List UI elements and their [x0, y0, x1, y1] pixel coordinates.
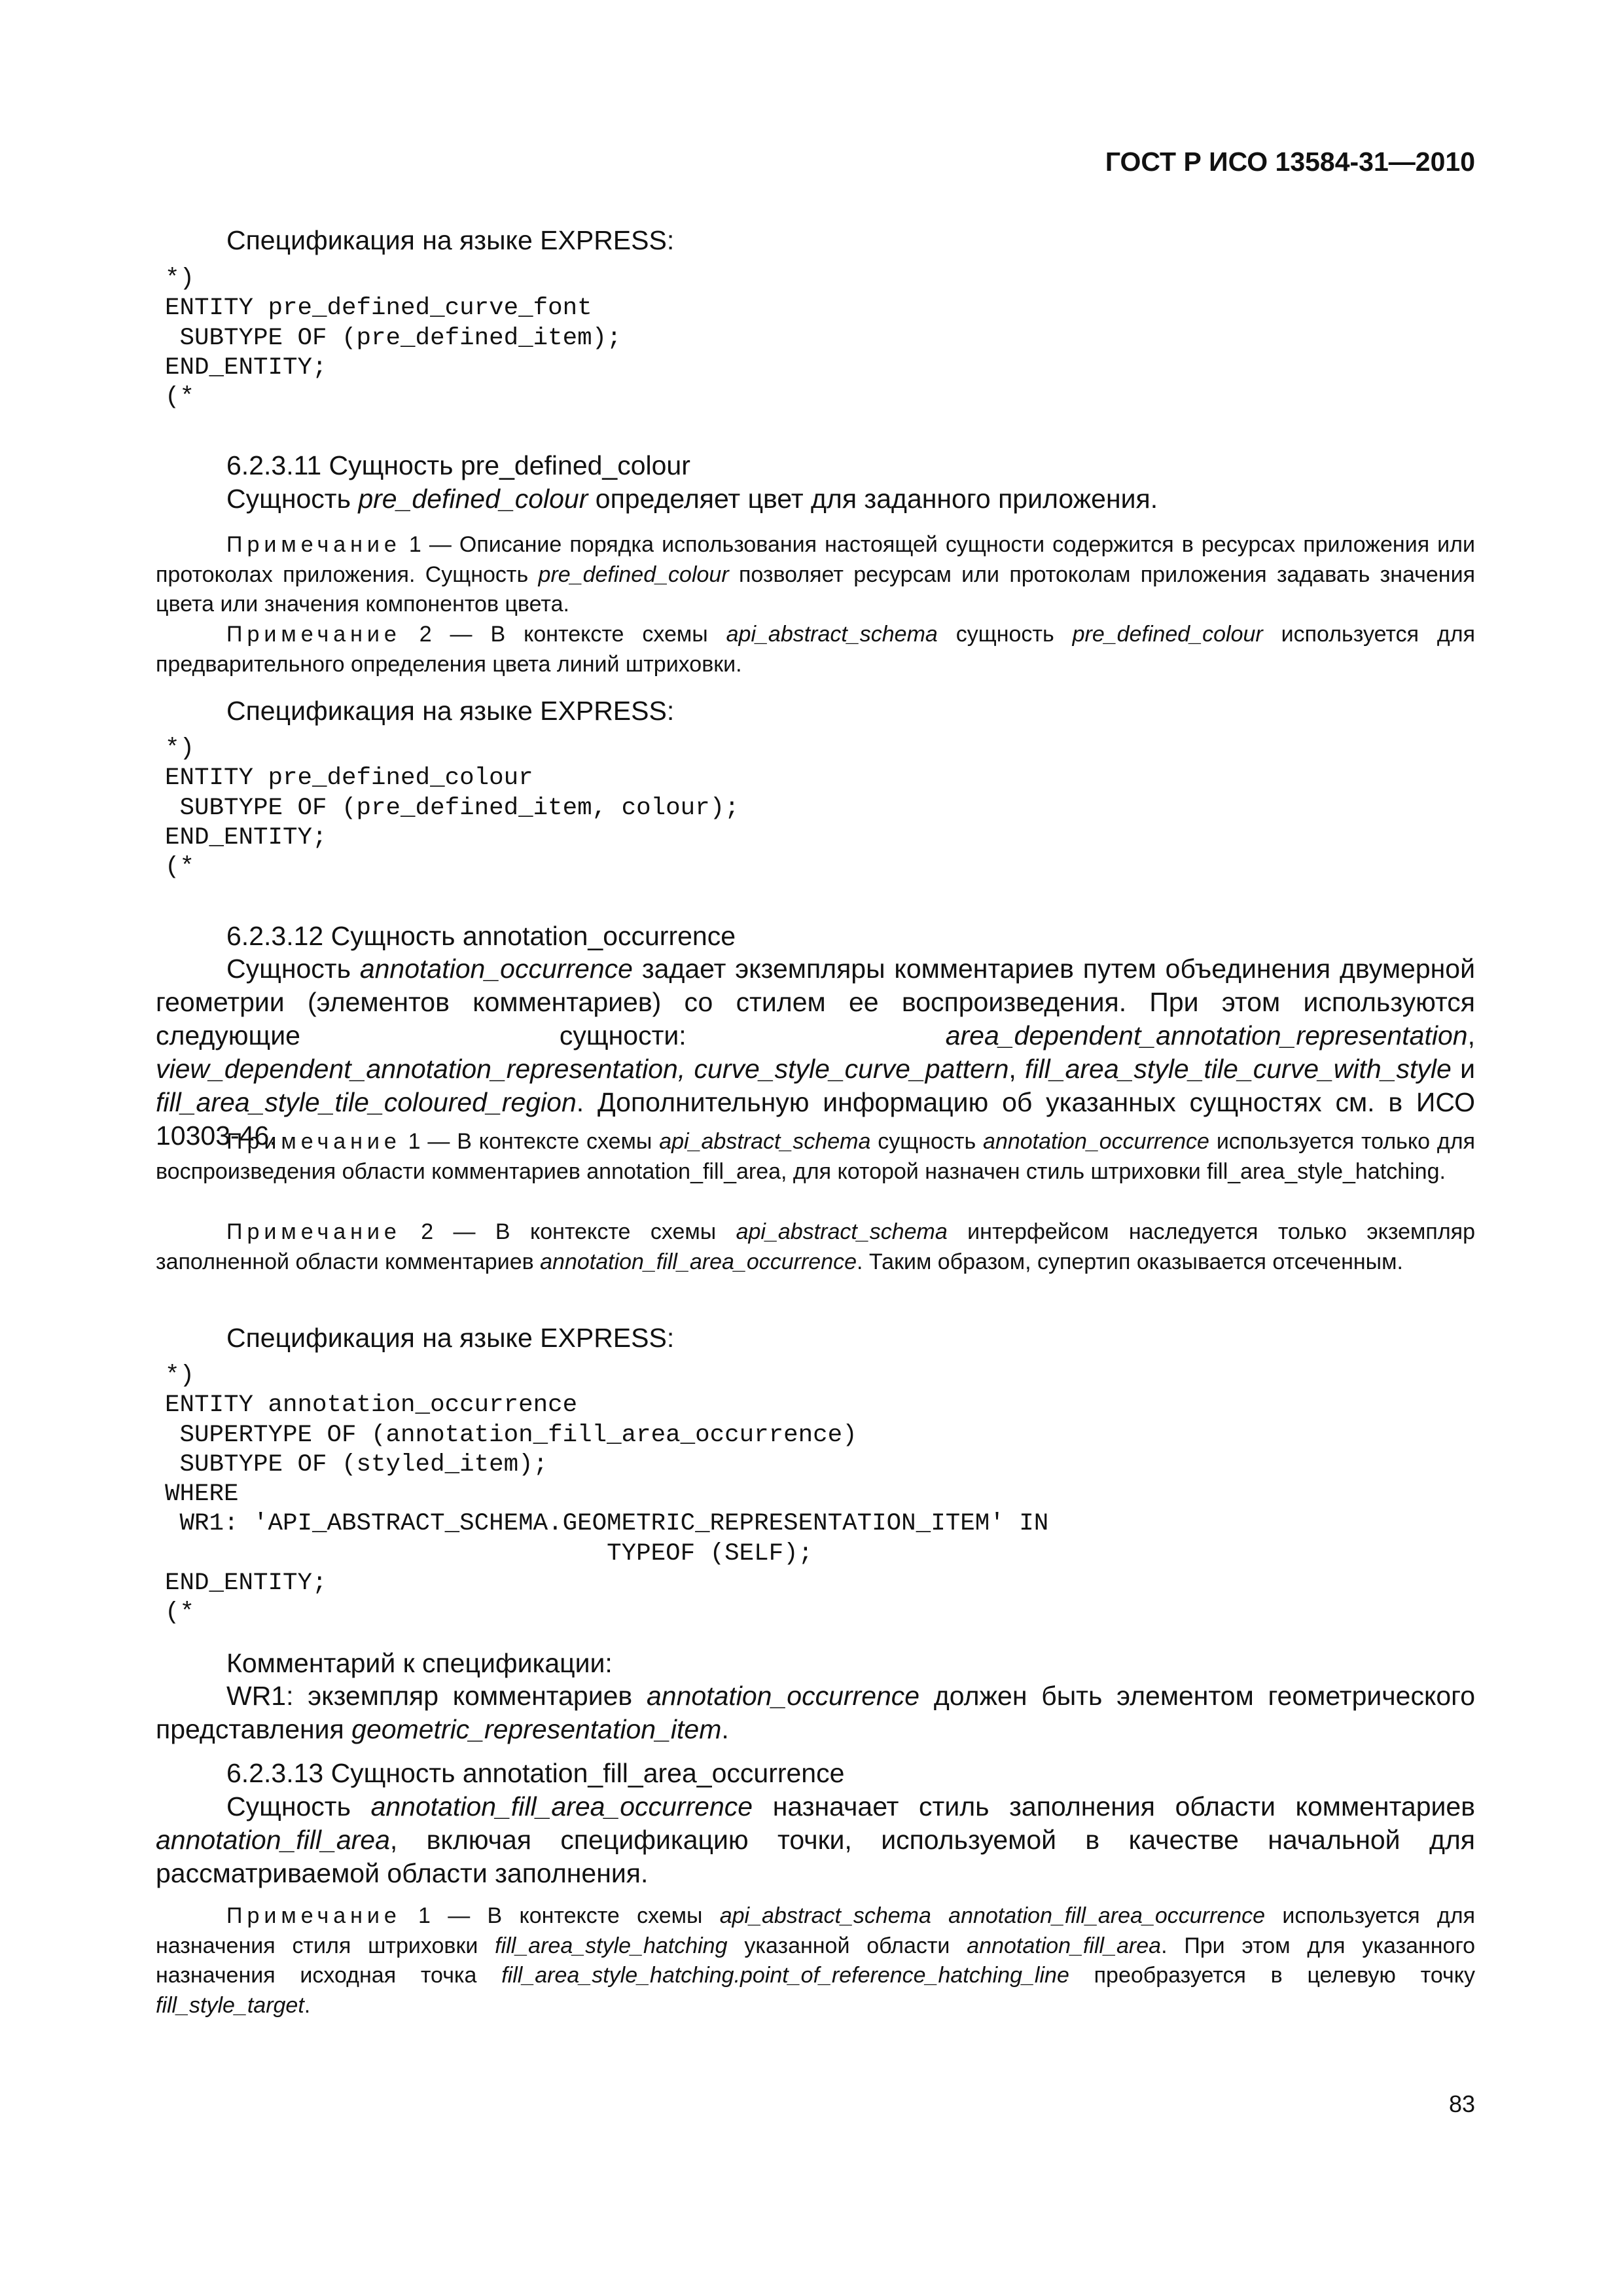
note: Примечание 1 — В контексте схемы api_abstract_schema сущность annotation_occurrence используется только для воспроизведения области комментариев annotation_fill_area, для которой назначен стиль штриховки fill_area_style_hatching. — [156, 1129, 1475, 1184]
section-title: 6.2.3.12 Сущность annotation_occurrence — [226, 921, 736, 951]
paragraph: Сущность pre_defined_colour определяет цвет для заданного приложения. — [226, 484, 1158, 514]
section-title: 6.2.3.11 Сущность pre_defined_colour — [226, 450, 690, 480]
spec-heading: Спецификация на языке EXPRESS: — [226, 696, 675, 726]
document-header: ГОСТ Р ИСО 13584-31—2010 — [1105, 147, 1475, 177]
code-block: *) ENTITY pre_defined_curve_font SUBTYPE OF (pre_defined_item); END_ENTITY; (* — [165, 265, 622, 412]
spec-heading: Спецификация на языке EXPRESS: — [226, 1323, 675, 1353]
paragraph: WR1: экземпляр комментариев annotation_occurrence должен быть элементом геометрического представления geometric_representation_item. — [156, 1681, 1475, 1744]
paragraph: Сущность annotation_fill_area_occurrence назначает стиль заполнения области комментариев annotation_fill_area, включая спецификацию точки, используемой в качестве начальной для рассматриваемой области заполнения. — [156, 1791, 1475, 1888]
note: Примечание 1 — Описание порядка использования настоящей сущности содержится в ресурсах приложения или протоколах приложения. Сущность pre_defined_colour позволяет ресурсам или протоколам приложения задавать значения цвета или значения компонентов цвета. — [156, 532, 1475, 617]
note: Примечание 2 — В контексте схемы api_abstract_schema сущность pre_defined_colour используется для предварительного определения цвета линий штриховки. — [156, 622, 1475, 677]
section-title: 6.2.3.13 Сущность annotation_fill_area_occurrence — [226, 1758, 845, 1788]
code-block: *) ENTITY pre_defined_colour SUBTYPE OF (pre_defined_item, colour); END_ENTITY; (* — [165, 735, 740, 882]
code-block: *) ENTITY annotation_occurrence SUPERTYPE OF (annotation_fill_area_occurrence) SUBTYPE OF (styled_item); WHERE WR1: 'API_ABSTRACT_SCHEMA.GEOMETRIC_REPRESENTATION_ITEM' IN TYPEOF (SELF); END_ENTITY; (* — [165, 1362, 1049, 1627]
page-number: 83 — [1448, 2090, 1475, 2117]
note: Примечание 1 — В контексте схемы api_abstract_schema annotation_fill_area_occurrence используется для назначения стиля штриховки fill_area_style_hatching указанной области annotation_fill_area. При этом для указанного назначения исходная точка fill_area_style_hatching.point_of_reference_hatching_line преобразуется в целевую точку fill_style_target. — [156, 1903, 1476, 2018]
spec-heading: Спецификация на языке EXPRESS: — [226, 225, 675, 255]
note: Примечание 2 — В контексте схемы api_abstract_schema интерфейсом наследуется только экземпляр заполненной области комментариев annotation_fill_area_occurrence. Таким образом, супертип оказывается отсеченным. — [156, 1219, 1475, 1274]
comment-heading: Комментарий к спецификации: — [226, 1648, 613, 1678]
paragraph: Сущность annotation_occurrence задает экземпляры комментариев путем объединения двумерной геометрии (элементов комментариев) со стилем ее воспроизведения. При этом используются следующие сущности: area_dependent_annotation_representation, view_dependent_annotation_representation, curve_style_curve_pattern, fill_area_style_tile_curve_with_style и fill_area_style_tile_coloured_region. Дополнительную информацию об указанных сущностях см. в ИСО 10303-46. — [156, 954, 1475, 1151]
